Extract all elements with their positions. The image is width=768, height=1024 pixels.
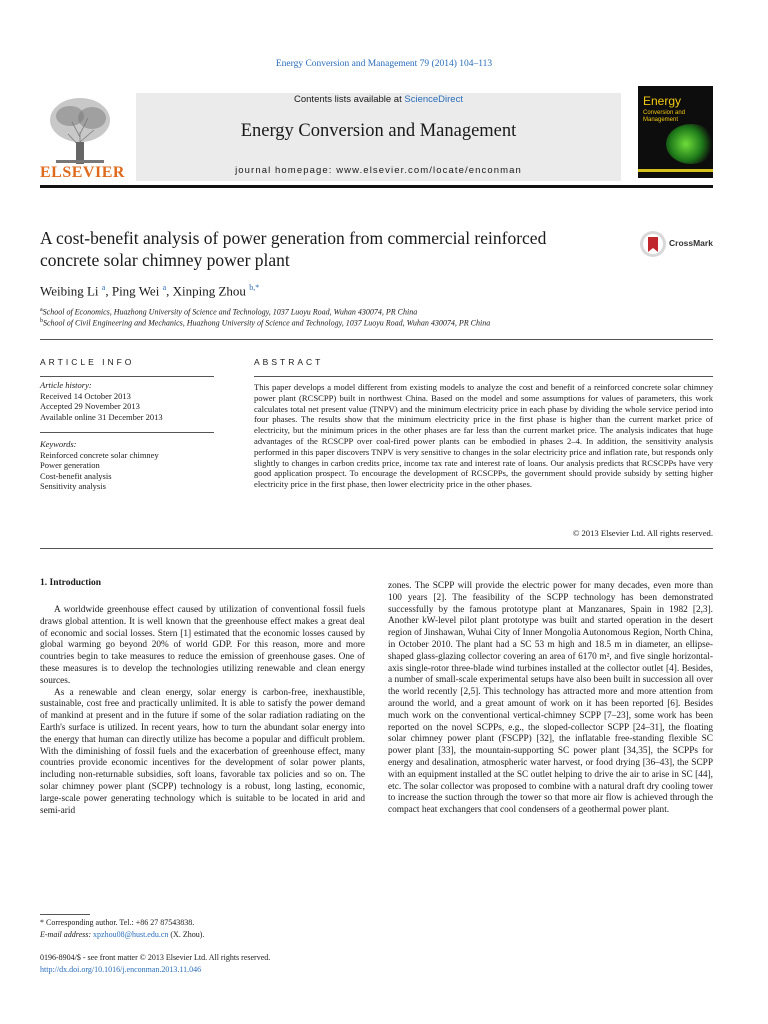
- abstract-heading: ABSTRACT: [254, 357, 324, 367]
- body-column-left: [40, 605, 365, 817]
- cover-graphic: [666, 124, 713, 164]
- cover-title: Energy: [643, 94, 682, 108]
- sciencedirect-link[interactable]: ScienceDirect: [404, 94, 463, 105]
- paragraph: A worldwide greenhouse effect caused by utilization of conventional fossil fuels draws global attention. It is well known that the greenhouse effect makes a great deal of economic and social losses. Stern [1] estimated that the economic losses caused by global warming go beyond 20% of world GDP. For this reason, more and more countries begin to take measures to reduce the emission of greenhouse gases. One of these measures is to develop the technologies utilizing renewable and clean energy sources.: [40, 605, 365, 686]
- elsevier-logo: ELSEVIER: [40, 164, 125, 181]
- author-list: Weibing Li $^a$, Ping Wei $^a$, Xinping Zhou $^{b,*}$: [40, 283, 260, 299]
- journal-title: Energy Conversion and Management: [240, 121, 517, 141]
- journal-reference[interactable]: Energy Conversion and Management 79 (2014) 104–113: [275, 59, 493, 69]
- footnote-rule: [40, 914, 90, 915]
- issn-line: 0196-8904/$ - see front matter © 2013 Elsevier Ltd. All rights reserved.: [40, 953, 271, 962]
- email-link[interactable]: xpzhou08@hust.edu.cn: [93, 930, 169, 939]
- paragraph: As a renewable and clean energy, solar energy is carbon-free, inexhaustible, sustainable, cost free and practically unlimited. It is able to satisfy the power demand of mankind at present and in the future if some of the solar radiation radiating on the Earth's surface is utilized. In recent years, how to turn the abundant solar energy into the energy that human can directly utilize has become a popular and difficult problem. With the diminishing of fossil fuels and the exacerbation of greenhouse effect, many countries provide economic incentives for the development of solar power plants, including non-returnable subsidies, soft loans, favorable tax policies and so on. The solar chimney power plant (SCPP) technology is a robust, long lasting, economic, large-scale power generating technology which is suitable to be located in arid and semi-arid: [40, 687, 365, 816]
- journal-cover: [638, 86, 713, 178]
- keywords-label: Keywords:: [40, 439, 77, 449]
- keyword: Sensitivity analysis: [40, 481, 106, 491]
- title-line-2: concrete solar chimney power plant: [40, 250, 290, 270]
- divider: [40, 432, 214, 433]
- contents-line: [136, 94, 621, 105]
- keyword: Cost-benefit analysis: [40, 470, 112, 481]
- cover-strip: [638, 169, 713, 172]
- crossmark-icon[interactable]: [639, 230, 669, 258]
- abstract-text: This paper develops a model different from existing models to analyze the cost and benefit of a reinforced concrete solar chimney power plant (RCSCPP) built in northwest China. Based on the model and some assumptions for values of parameters, this work calculates total net present value (TNPV) and the minimum electricity price in each phase by dividing the whole service period into four phases. The results show that the minimum electricity price in the first phase is higher than the current market price of electricity, but the minimum prices in the other phases are far less than the current market price. The analysis indicates that huge advantages of the RCSCPP over coal-fired power plants can be embodied in phases 2–4. In addition, the sensitivity analysis performed in this paper discovers TNPV is very sensitive to changes in the solar electricity price and inflation rate, but responds only slightly to changes in carbon credits price, income tax rate and interest rate of loans. Our analysis predicts that RCSCPPs have very good application prospect. To encourage the development of RCSCPPs, the government should provide subsidy by setting higher electricity price in the first phase, then lower electricity price in the other phases.: [254, 382, 713, 490]
- email-label: E-mail address:: [40, 930, 94, 939]
- keyword: Reinforced concrete solar chimney: [40, 449, 159, 460]
- author-name[interactable]: Xinping Zhou: [172, 283, 246, 299]
- article-title: [40, 227, 630, 271]
- body-column-right: [388, 581, 713, 817]
- divider: [40, 339, 713, 340]
- author-name[interactable]: Ping Wei: [111, 283, 160, 299]
- article-history: [40, 380, 240, 422]
- contents-prefix: Contents lists available at: [294, 94, 405, 105]
- title-line-1: A cost-benefit analysis of power generation from commercial reinforced: [40, 228, 547, 248]
- divider: [40, 548, 713, 549]
- history-label: Article history:: [40, 380, 92, 390]
- affiliation: [40, 307, 417, 317]
- divider: [254, 376, 713, 377]
- history-entry: Received 14 October 2013: [40, 390, 131, 401]
- corresponding-author: * Corresponding author. Tel.: +86 27 87543838.: [40, 918, 195, 927]
- abstract-copyright: © 2013 Elsevier Ltd. All rights reserved.: [572, 528, 713, 538]
- email-line: [40, 930, 204, 939]
- author-name[interactable]: Weibing Li: [40, 283, 99, 299]
- affiliation-mark: a: [40, 307, 43, 313]
- affiliation-text: School of Civil Engineering and Mechanics, Huazhong University of Science and Technology, 1037 Luoyu Road, Wuhan 430074, PR China: [43, 318, 491, 328]
- section-heading: 1. Introduction: [40, 578, 102, 588]
- header-rule: [40, 185, 713, 188]
- crossmark-label[interactable]: CrossMark: [669, 238, 713, 248]
- affiliation-mark: b: [40, 318, 43, 324]
- keywords: [40, 439, 240, 492]
- email-suffix: (X. Zhou).: [168, 930, 205, 939]
- doi-link[interactable]: http://dx.doi.org/10.1016/j.enconman.2013.11.046: [40, 965, 202, 974]
- cover-subtitle: Conversion and Management: [643, 110, 686, 123]
- history-entry: Available online 31 December 2013: [40, 411, 163, 422]
- author-affil-mark[interactable]: a: [162, 283, 167, 292]
- affiliation-text: School of Economics, Huazhong University of Science and Technology, 1037 Luoyu Road, Wuhan 430074, PR China: [42, 307, 418, 317]
- author-affil-mark[interactable]: b,*: [249, 283, 260, 292]
- divider: [40, 376, 214, 377]
- author-affil-mark[interactable]: a: [101, 283, 106, 292]
- history-entry: Accepted 29 November 2013: [40, 401, 140, 411]
- affiliation: [40, 318, 490, 328]
- article-info-heading: ARTICLE INFO: [40, 357, 135, 367]
- paragraph: zones. The SCPP will provide the electric power for many decades, even more than 100 years [2]. The feasibility of the SCPP technology has been demonstrated successfully by the famous prototype plant at Manzanares, Spain in 1982 [2,3]. Another kW-level pilot plant prototype was built and started operation in the desert region of Jinshawan, Wuhai City of Inner Mongolia Autonomous Region, North China, in October 2010. The plant had a SC 53 m high and 18.5 m in diameter, an ellipse-shaped glass-glazing collector covering an area of 6170 m², and five single horizontal-axis single-rotor three-blade wind turbines installed at the collector outlet [4]. Besides, a number of small-scale experimental setups have also been built in succession all over the world recently [2,5]. This technology has attracted more and more attention from around the world, and a great amount of work on it has been reported [6]. Besides much work on the conventional vertical-chimney SCPP [7–23], some work has been reported on the novel SCPPs, e.g., the sloped-collector SCPP [24–31], the floating solar chimney power plant (FSCPP) [32], the inflatable free-standing flexible SC power plant [33], the mountain-supporting SC power plant [34,35], the SCPPs for energy and desalination, atmospheric water harvest, or food drying [36–43], the SCPP with an equipment installed at the SC outlet helping to drive the air to arise in SC [44], etc. The solar collector was proposed to combine with a natural draft dry cooling tower to increase the suction through the tower so that more air flow is achieved through the compact heat exchangers that cool condensers of a geothermal power plant.: [388, 581, 713, 816]
- keyword: Power generation: [40, 460, 100, 470]
- journal-homepage[interactable]: journal homepage: www.elsevier.com/locate/enconman: [235, 165, 522, 176]
